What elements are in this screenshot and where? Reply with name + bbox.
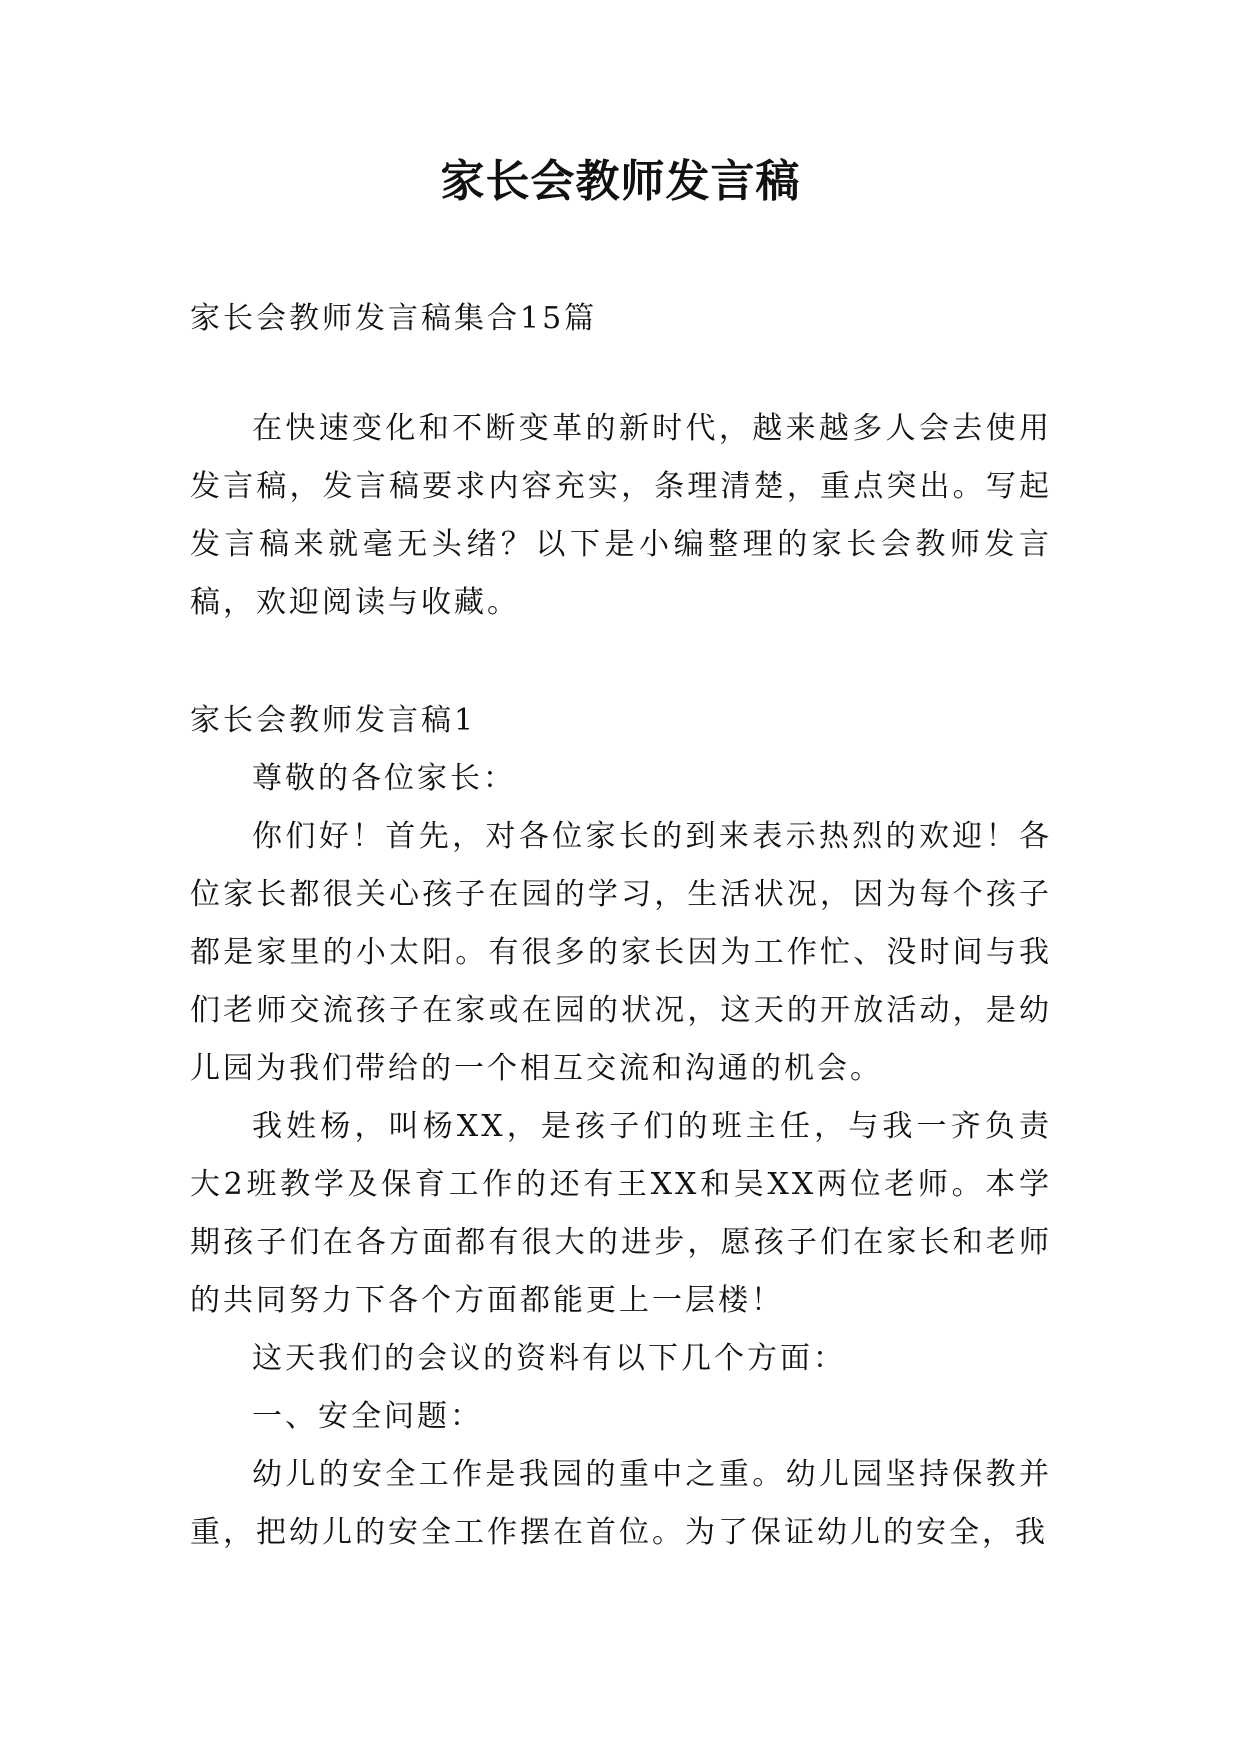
document-title: 家长会教师发言稿 xyxy=(440,156,801,207)
body-paragraph: 我姓杨，叫杨XX，是孩子们的班主任，与我一齐负责大2班教学及保育工作的还有王XX和吴XX两位老师。本学期孩子们在各方面都有很大的进步，愿孩子们在家长和老师的共同努力下各个方面都能更上一层楼！ xyxy=(190,1109,1052,1318)
intro-paragraph: 在快速变化和不断变革的新时代，越来越多人会去使用发言稿，发言稿要求内容充实，条理清楚，重点突出。写起发言稿来就毫无头绪？以下是小编整理的家长会教师发言稿，欢迎阅读与收藏。 xyxy=(190,411,1052,620)
body-paragraph: 这天我们的会议的资料有以下几个方面： xyxy=(252,1341,846,1376)
subheading-safety: 一、安全问题： xyxy=(252,1399,483,1434)
body-paragraph: 你们好！首先，对各位家长的到来表示热烈的欢迎！各位家长都很关心孩子在园的学习，生活状况，因为每个孩子都是家里的小太阳。有很多的家长因为工作忙、没时间与我们老师交流孩子在家或在园的状况，这天的开放活动，是幼儿园为我们带给的一个相互交流和沟通的机会。 xyxy=(190,819,1052,1086)
section-heading: 家长会教师发言稿1 xyxy=(190,703,477,738)
greeting-line: 尊敬的各位家长： xyxy=(252,761,516,796)
body-paragraph: 幼儿的安全工作是我园的重中之重。幼儿园坚持保教并重，把幼儿的安全工作摆在首位。为了保证幼儿的安全，我 xyxy=(190,1457,1052,1550)
collection-subtitle: 家长会教师发言稿集合15篇 xyxy=(190,301,598,336)
